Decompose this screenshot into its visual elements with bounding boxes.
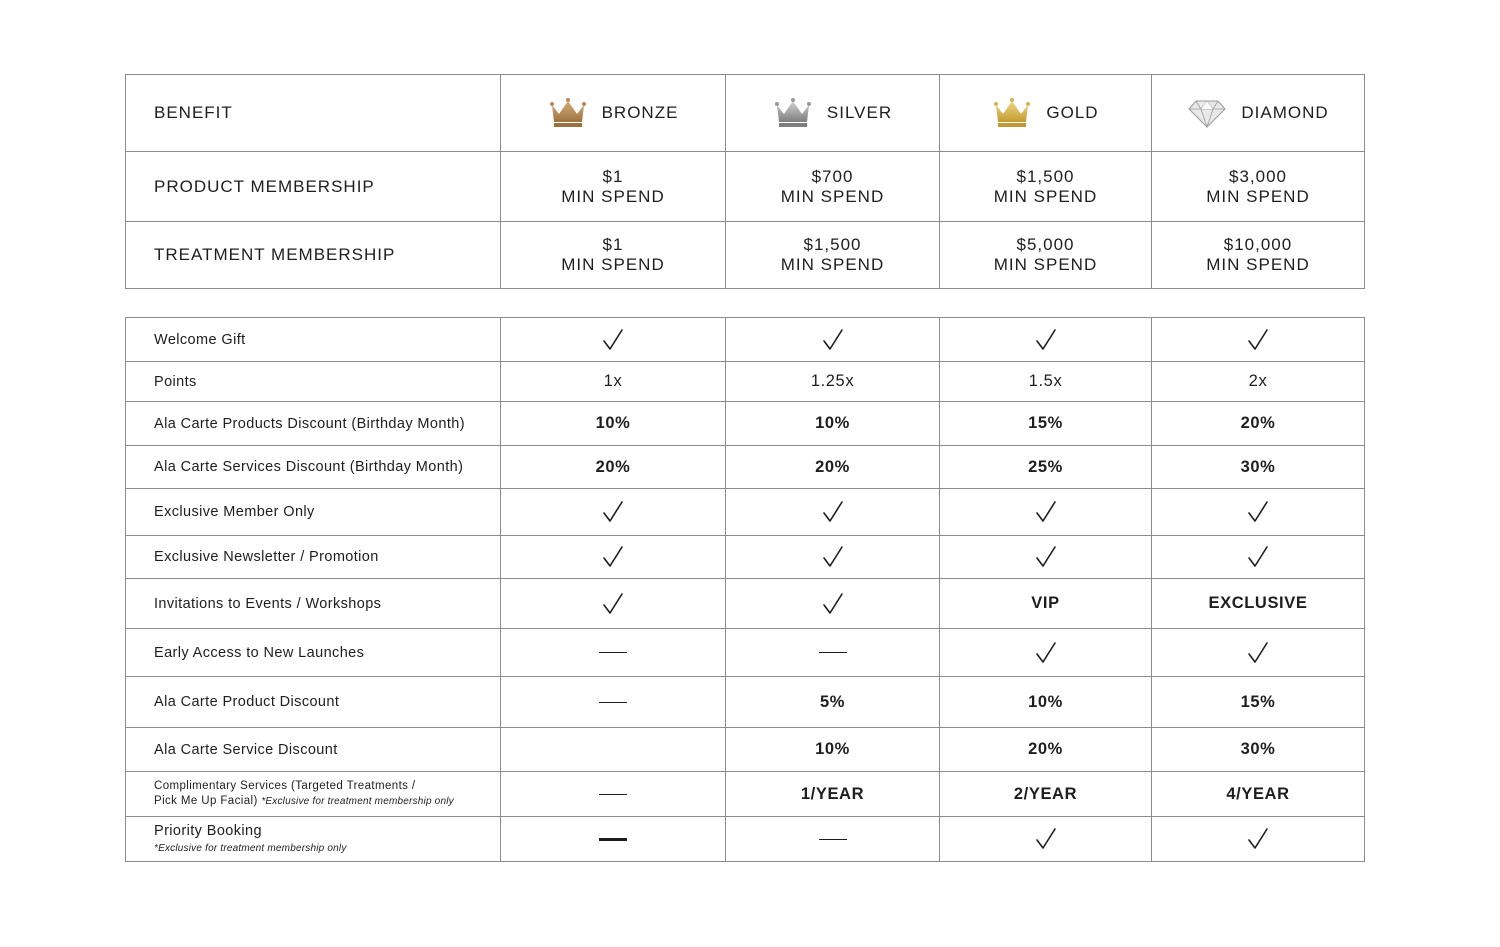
benefit-row (126, 402, 1365, 446)
benefit-cell (726, 536, 940, 579)
benefit-row (126, 362, 1365, 402)
benefit-cell (726, 629, 940, 677)
benefit-cell (940, 817, 1152, 862)
checkmark-icon (602, 500, 624, 524)
benefit-label: Invitations to Events / Workshops (126, 579, 501, 629)
benefit-value: VIP (940, 579, 1152, 629)
tier-name: SILVER (826, 103, 893, 122)
tier-diamond-header (1152, 75, 1365, 152)
benefit-label: Ala Carte Product Discount (126, 677, 501, 728)
min-spend-cell (726, 152, 940, 222)
benefit-cell (1152, 536, 1365, 579)
min-spend-suffix: MIN SPEND (1206, 255, 1310, 274)
min-spend-suffix: MIN SPEND (780, 255, 885, 274)
benefit-label: Ala Carte Service Discount (126, 728, 501, 772)
benefit-row (126, 446, 1365, 489)
min-spend-suffix: MIN SPEND (561, 186, 665, 206)
dash-icon (599, 702, 627, 703)
benefit-row (126, 677, 1365, 728)
checkmark-icon (1035, 328, 1057, 352)
benefit-cell (501, 536, 726, 579)
product-membership-row (126, 152, 1365, 222)
checkmark-icon (1247, 641, 1269, 665)
benefit-cell (501, 629, 726, 677)
benefit-value: 10% (940, 677, 1152, 728)
dash-icon (599, 794, 627, 795)
diamond-icon (1187, 97, 1227, 129)
checkmark-icon (1035, 500, 1057, 524)
tier-header-row (126, 75, 1365, 152)
checkmark-icon (602, 328, 624, 352)
min-spend-cell (940, 152, 1152, 222)
benefit-value: 15% (1152, 677, 1365, 728)
benefit-value: 5% (726, 677, 940, 728)
benefit-cell (940, 536, 1152, 579)
benefit-row (126, 489, 1365, 536)
checkmark-icon (1035, 545, 1057, 569)
min-spend-amount: $5,000 (1016, 235, 1075, 254)
benefit-value: 10% (501, 402, 726, 446)
benefit-row (126, 728, 1365, 772)
dash-icon (819, 839, 847, 840)
benefit-value: 30% (1152, 728, 1365, 772)
min-spend-amount: $1,500 (1016, 166, 1075, 186)
benefit-label-line: Pick Me Up Facial) (154, 795, 258, 807)
benefit-header: BENEFIT (126, 75, 501, 152)
benefit-row (126, 536, 1365, 579)
min-spend-suffix: MIN SPEND (993, 255, 1098, 274)
tier-bronze-header (501, 75, 726, 152)
benefit-note: *Exclusive for treatment membership only (261, 796, 454, 807)
benefit-value: 1.5x (940, 362, 1152, 402)
row-label: TREATMENT MEMBERSHIP (126, 222, 501, 289)
min-spend-cell (726, 222, 940, 289)
benefit-value: 15% (940, 402, 1152, 446)
checkmark-icon (822, 592, 844, 616)
benefit-row (126, 318, 1365, 362)
benefit-cell (726, 489, 940, 536)
benefit-cell (726, 817, 940, 862)
checkmark-icon (1035, 827, 1057, 851)
benefit-cell (501, 772, 726, 817)
tier-gold-header (940, 75, 1152, 152)
benefit-note: *Exclusive for treatment membership only (154, 843, 347, 854)
benefit-label: Ala Carte Services Discount (Birthday Month) (126, 446, 501, 489)
min-spend-cell (501, 222, 726, 289)
benefit-label: Early Access to New Launches (126, 629, 501, 677)
min-spend-cell (1152, 152, 1365, 222)
benefit-cell (501, 677, 726, 728)
benefit-value: 20% (726, 446, 940, 489)
tier-name: DIAMOND (1241, 103, 1329, 122)
benefit-cell (501, 817, 726, 862)
dash-icon (599, 838, 627, 841)
checkmark-icon (822, 500, 844, 524)
min-spend-amount: $3,000 (1229, 166, 1287, 186)
benefit-value: 20% (940, 728, 1152, 772)
dash-icon (599, 652, 627, 653)
benefit-label (126, 817, 501, 862)
checkmark-icon (602, 592, 624, 616)
benefit-cell (501, 579, 726, 629)
benefit-cell (1152, 629, 1365, 677)
benefit-value: 10% (726, 728, 940, 772)
benefit-cell (726, 318, 940, 362)
min-spend-amount: $1 (602, 235, 624, 254)
benefit-label: Exclusive Newsletter / Promotion (126, 536, 501, 579)
min-spend-cell (501, 152, 726, 222)
benefit-label-text: Priority Booking (154, 823, 262, 839)
benefit-label: Ala Carte Products Discount (Birthday Month) (126, 402, 501, 446)
benefit-label: Welcome Gift (126, 318, 501, 362)
benefit-row (126, 579, 1365, 629)
benefit-value: 4/YEAR (1152, 772, 1365, 817)
tier-name: GOLD (1046, 103, 1099, 122)
benefit-cell (1152, 318, 1365, 362)
benefit-value: 2x (1152, 362, 1365, 402)
benefit-row (126, 817, 1365, 862)
benefit-value: 1/YEAR (726, 772, 940, 817)
benefit-cell (501, 318, 726, 362)
checkmark-icon (822, 328, 844, 352)
tier-summary-table (125, 74, 1365, 289)
min-spend-suffix: MIN SPEND (1206, 186, 1310, 206)
min-spend-cell (940, 222, 1152, 289)
min-spend-amount: $1,500 (803, 235, 862, 254)
crown-icon (773, 97, 813, 129)
benefit-value: 25% (940, 446, 1152, 489)
benefit-value: 20% (1152, 402, 1365, 446)
tier-silver-header (726, 75, 940, 152)
benefit-label: Exclusive Member Only (126, 489, 501, 536)
crown-icon (992, 97, 1032, 129)
benefit-label-line: Complimentary Services (Targeted Treatments / (154, 780, 416, 792)
benefit-cell (1152, 489, 1365, 536)
checkmark-icon (602, 545, 624, 569)
min-spend-suffix: MIN SPEND (780, 186, 885, 206)
min-spend-cell (1152, 222, 1365, 289)
dash-icon (819, 652, 847, 653)
checkmark-icon (1035, 641, 1057, 665)
checkmark-icon (1247, 328, 1269, 352)
benefit-label (126, 772, 501, 817)
benefit-cell (940, 629, 1152, 677)
row-label: PRODUCT MEMBERSHIP (126, 152, 501, 222)
crown-icon (548, 97, 588, 129)
benefit-value: 2/YEAR (940, 772, 1152, 817)
benefit-value: EXCLUSIVE (1152, 579, 1365, 629)
benefit-value: 20% (501, 446, 726, 489)
benefit-cell (501, 489, 726, 536)
benefit-cell (1152, 817, 1365, 862)
benefit-value: 1x (501, 362, 726, 402)
benefit-cell (726, 579, 940, 629)
benefit-label: Points (126, 362, 501, 402)
benefit-row (126, 772, 1365, 817)
benefit-cell (940, 318, 1152, 362)
benefits-table (125, 317, 1365, 862)
benefit-value: 1.25x (726, 362, 940, 402)
min-spend-amount: $10,000 (1223, 235, 1293, 254)
treatment-membership-row (126, 222, 1365, 289)
benefit-cell (940, 489, 1152, 536)
benefit-value: 30% (1152, 446, 1365, 489)
checkmark-icon (822, 545, 844, 569)
checkmark-icon (1247, 827, 1269, 851)
benefit-row (126, 629, 1365, 677)
benefit-cell-empty (501, 728, 726, 772)
min-spend-amount: $1 (602, 166, 624, 186)
checkmark-icon (1247, 545, 1269, 569)
benefit-value: 10% (726, 402, 940, 446)
min-spend-suffix: MIN SPEND (561, 255, 665, 274)
tier-name: BRONZE (601, 103, 679, 122)
checkmark-icon (1247, 500, 1269, 524)
min-spend-amount: $700 (811, 166, 854, 186)
min-spend-suffix: MIN SPEND (993, 186, 1098, 206)
